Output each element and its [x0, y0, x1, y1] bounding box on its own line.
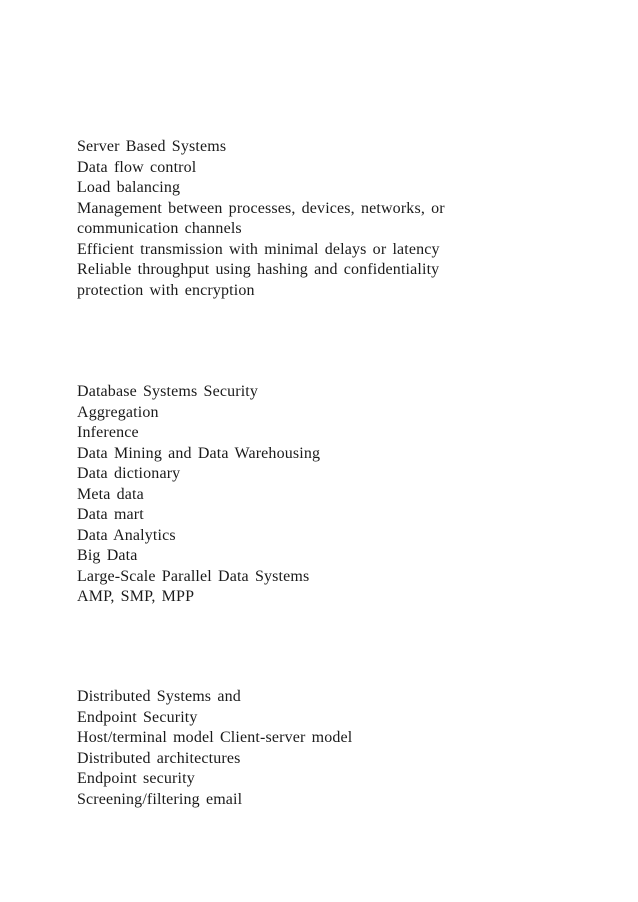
section-heading: Database Systems Security	[77, 383, 259, 400]
text-line: Large-Scale Parallel Data Systems	[77, 567, 310, 585]
text-line: Load balancing	[77, 179, 181, 196]
text-line: Host/terminal model Client-server model	[77, 729, 353, 746]
distributed-systems-section	[77, 687, 597, 810]
database-systems-security-section	[77, 382, 597, 608]
text-line: AMP, SMP, MPP	[77, 588, 195, 605]
text-line: Efficient transmission with minimal delays or latency	[77, 240, 440, 258]
text-line: Data mart	[77, 506, 144, 523]
text-line: Data Analytics	[77, 526, 176, 544]
text-line: Data dictionary	[77, 465, 181, 482]
text-line: protection with encryption	[77, 281, 255, 299]
text-line: Screening/filtering email	[77, 790, 243, 808]
text-line: Distributed architectures	[77, 749, 241, 767]
text-line: Aggregation	[77, 403, 159, 421]
section-heading: Distributed Systems and	[77, 688, 241, 705]
text-line: Inference	[77, 424, 139, 441]
text-line: communication channels	[77, 220, 242, 237]
text-line: Data Mining and Data Warehousing	[77, 444, 321, 462]
section-heading: Server Based Systems	[77, 138, 227, 155]
text-line: Endpoint security	[77, 770, 195, 787]
text-line: Data flow control	[77, 158, 197, 176]
text-line: Management between processes, devices, networks, or	[77, 199, 445, 217]
text-line: Endpoint Security	[77, 708, 198, 726]
server-based-systems-section	[77, 137, 597, 301]
text-line: Meta data	[77, 485, 144, 503]
text-line: Reliable throughput using hashing and confidentiality	[77, 261, 440, 278]
text-line: Big Data	[77, 547, 138, 564]
